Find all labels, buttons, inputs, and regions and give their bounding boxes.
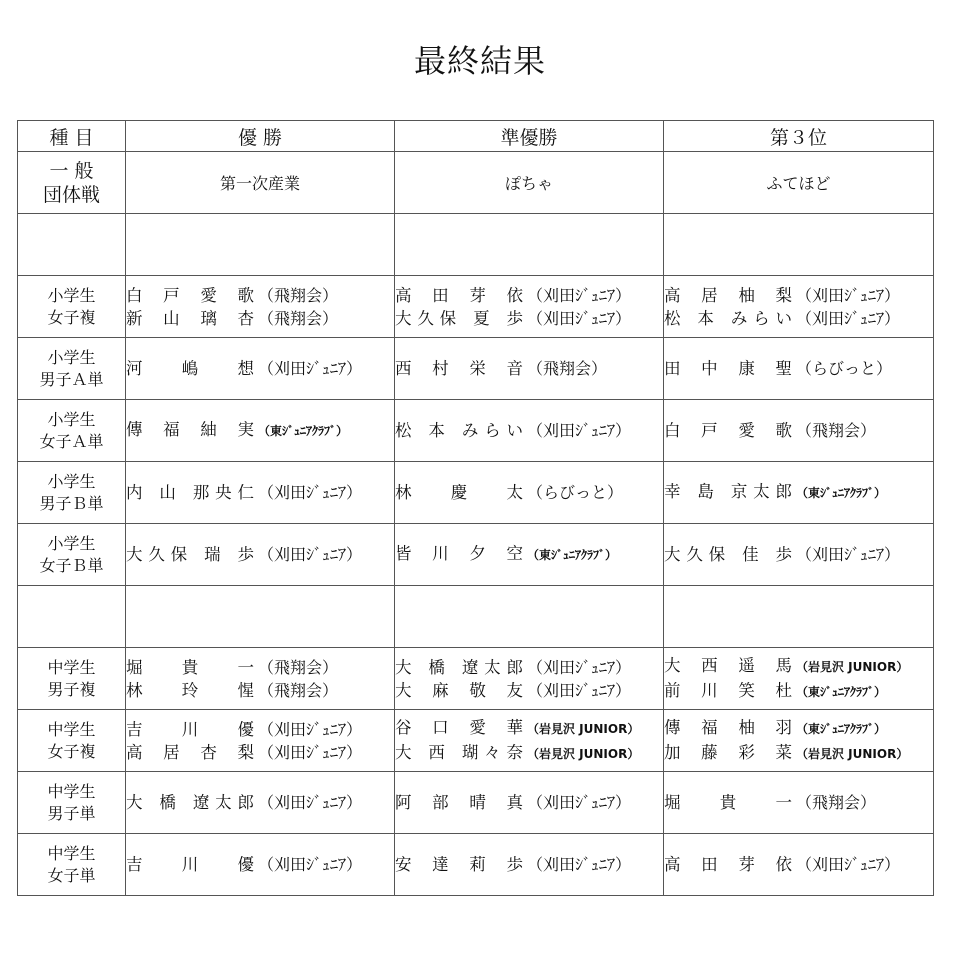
player-name: 松 本 みらい	[664, 308, 792, 328]
entry	[126, 718, 394, 741]
blank-cell	[126, 586, 395, 648]
blank-cell	[18, 214, 126, 276]
player-name: 傳 福 柚 羽	[664, 717, 792, 737]
result-row	[18, 772, 934, 834]
club-name: （刈田ｼﾞｭﾆｱ）	[527, 421, 632, 440]
club-name: （飛翔会）	[258, 308, 339, 328]
player-name: 大 西 遥 馬	[664, 655, 792, 675]
entry	[664, 741, 933, 766]
entry	[126, 481, 394, 504]
event-line: 女子複	[47, 741, 96, 761]
winner-cell	[126, 462, 395, 524]
player-name: 白 戸 愛 歌	[126, 285, 254, 305]
event-line: 小学生	[47, 285, 96, 305]
third-cell	[664, 276, 934, 338]
entry	[395, 357, 663, 380]
club-name: （刈田ｼﾞｭﾆｱ）	[796, 545, 901, 564]
event-label	[18, 400, 126, 462]
winner-cell	[126, 834, 395, 896]
player-name: 傳 福 紬 実	[126, 420, 254, 439]
entry	[395, 656, 663, 679]
event-label	[18, 462, 126, 524]
header-row	[18, 121, 934, 152]
entry	[126, 357, 394, 380]
player-name: 林 玲 惺	[126, 680, 254, 700]
entry	[126, 679, 394, 702]
header-third: 第３位	[664, 121, 934, 152]
club-name: （飛翔会）	[796, 421, 877, 440]
entry	[126, 853, 394, 876]
event-line: 女子Ａ単	[39, 431, 104, 451]
player-name: 大久保 瑞 歩	[126, 545, 254, 564]
player-name: 幸 島 京太郎	[664, 482, 792, 501]
player-name: 堀 貴 一	[126, 657, 254, 677]
club-name: （刈田ｼﾞｭﾆｱ）	[527, 657, 632, 677]
runner-up-cell	[395, 772, 664, 834]
entry	[395, 791, 663, 814]
runner-up-cell	[395, 338, 664, 400]
club-name: （飛翔会）	[796, 793, 877, 812]
entry	[664, 679, 933, 704]
club-name: （刈田ｼﾞｭﾆｱ）	[796, 308, 901, 328]
entry	[664, 654, 933, 679]
entry	[664, 480, 933, 505]
club-name: （刈田ｼﾞｭﾆｱ）	[527, 680, 632, 700]
entry	[664, 543, 933, 566]
player-name: 大久保 佳 歩	[664, 545, 792, 564]
blank-cell	[126, 214, 395, 276]
team-runner-up: ぽちゃ	[395, 152, 664, 214]
results-table	[17, 120, 934, 896]
club-name: （岩見沢 JUNIOR）	[527, 746, 640, 761]
club-name: （刈田ｼﾞｭﾆｱ）	[796, 285, 901, 305]
club-name: （刈田ｼﾞｭﾆｱ）	[796, 855, 901, 874]
header-event: 種 目	[18, 121, 126, 152]
club-name: （らびっと）	[527, 483, 624, 502]
player-name: 高 田 芽 依	[664, 855, 792, 874]
club-name: （東ｼﾞｭﾆｱｸﾗﾌﾞ）	[796, 684, 887, 699]
club-name: （刈田ｼﾞｭﾆｱ）	[527, 793, 632, 812]
player-name: 高 居 柚 梨	[664, 285, 792, 305]
entry	[126, 791, 394, 814]
result-row	[18, 710, 934, 772]
blank-cell	[395, 586, 664, 648]
club-name: （飛翔会）	[527, 359, 608, 378]
event-label	[18, 648, 126, 710]
result-row	[18, 524, 934, 586]
runner-up-cell	[395, 462, 664, 524]
page-title: 最終結果	[413, 42, 546, 80]
event-line: 中学生	[47, 657, 96, 677]
player-name: 高 田 芽 依	[395, 285, 523, 305]
event-label	[18, 772, 126, 834]
player-name: 内 山 那央仁	[126, 483, 254, 502]
entry	[664, 791, 933, 814]
winner-cell	[126, 772, 395, 834]
player-name: 堀 貴 一	[664, 793, 792, 812]
event-line: 中学生	[47, 719, 96, 739]
header-runner-up: 準優勝	[395, 121, 664, 152]
club-name: （らびっと）	[796, 359, 893, 378]
event-line: 団体戦	[42, 183, 100, 206]
winner-cell	[126, 648, 395, 710]
event-line: 中学生	[47, 781, 96, 801]
player-name: 大 橋 遼太郎	[395, 657, 523, 677]
blank-cell	[664, 214, 934, 276]
result-row	[18, 834, 934, 896]
club-name: （刈田ｼﾞｭﾆｱ）	[258, 545, 363, 564]
player-name: 吉 川 優	[126, 719, 254, 739]
club-name: （刈田ｼﾞｭﾆｱ）	[258, 855, 363, 874]
third-cell	[664, 834, 934, 896]
player-name: 皆 川 夕 空	[395, 544, 523, 563]
event-line: 男子Ｂ単	[39, 493, 104, 513]
event-label	[18, 276, 126, 338]
entry	[126, 741, 394, 764]
player-name: 安 達 莉 歩	[395, 855, 523, 874]
result-row	[18, 338, 934, 400]
entry	[395, 716, 663, 741]
event-line: 中学生	[47, 843, 96, 863]
blank-cell	[664, 586, 934, 648]
event-line: 女子単	[47, 865, 96, 885]
entry	[395, 419, 663, 442]
runner-up-cell	[395, 710, 664, 772]
event-label	[18, 524, 126, 586]
club-name: （東ｼﾞｭﾆｱｸﾗﾌﾞ）	[258, 424, 349, 438]
event-label	[18, 710, 126, 772]
player-name: 大 西 瑚々奈	[395, 742, 523, 762]
club-name: （飛翔会）	[258, 657, 339, 677]
event-line: 男子Ａ単	[39, 369, 104, 389]
club-name: （刈田ｼﾞｭﾆｱ）	[258, 483, 363, 502]
entry	[395, 284, 663, 307]
club-name: （刈田ｼﾞｭﾆｱ）	[258, 793, 363, 812]
blank-row	[18, 586, 934, 648]
entry	[126, 543, 394, 566]
player-name: 大 橋 遼太郎	[126, 793, 254, 812]
entry	[126, 418, 394, 443]
runner-up-cell	[395, 648, 664, 710]
player-name: 田 中 康 聖	[664, 359, 792, 378]
blank-cell	[18, 586, 126, 648]
event-line: 女子Ｂ単	[39, 555, 104, 575]
third-cell	[664, 400, 934, 462]
team-third: ふてほど	[664, 152, 934, 214]
winner-cell	[126, 338, 395, 400]
third-cell	[664, 338, 934, 400]
entry	[395, 679, 663, 702]
event-line: 小学生	[47, 471, 96, 491]
club-name: （飛翔会）	[258, 285, 339, 305]
entry	[395, 853, 663, 876]
winner-cell	[126, 524, 395, 586]
club-name: （刈田ｼﾞｭﾆｱ）	[527, 308, 632, 328]
player-name: 林 慶 太	[395, 483, 523, 502]
event-line: 小学生	[47, 409, 96, 429]
team-row	[18, 152, 934, 214]
player-name: 高 居 杏 梨	[126, 742, 254, 762]
runner-up-cell	[395, 400, 664, 462]
club-name: （東ｼﾞｭﾆｱｸﾗﾌﾞ）	[796, 721, 887, 736]
club-name: （東ｼﾞｭﾆｱｸﾗﾌﾞ）	[796, 486, 887, 500]
player-name: 河 嶋 想	[126, 359, 254, 378]
club-name: （東ｼﾞｭﾆｱｸﾗﾌﾞ）	[527, 548, 618, 562]
player-name: 加 藤 彩 菜	[664, 742, 792, 762]
player-name: 吉 川 優	[126, 855, 254, 874]
entry	[664, 357, 933, 380]
player-name: 前 川 笑 杜	[664, 680, 792, 700]
club-name: （飛翔会）	[258, 680, 339, 700]
header-winner: 優 勝	[126, 121, 395, 152]
entry	[664, 419, 933, 442]
winner-cell	[126, 710, 395, 772]
club-name: （刈田ｼﾞｭﾆｱ）	[258, 359, 363, 378]
player-name: 阿 部 晴 真	[395, 793, 523, 812]
result-row	[18, 276, 934, 338]
team-winner: 第一次産業	[126, 152, 395, 214]
club-name: （岩見沢 JUNIOR）	[796, 659, 909, 674]
entry	[126, 656, 394, 679]
club-name: （刈田ｼﾞｭﾆｱ）	[527, 285, 632, 305]
winner-cell	[126, 276, 395, 338]
third-cell	[664, 710, 934, 772]
club-name: （刈田ｼﾞｭﾆｱ）	[258, 742, 363, 762]
entry	[395, 542, 663, 567]
player-name: 西 村 栄 音	[395, 359, 523, 378]
player-name: 谷 口 愛 華	[395, 717, 523, 737]
entry	[395, 481, 663, 504]
entry	[664, 853, 933, 876]
player-name: 松 本 みらい	[395, 421, 523, 440]
entry	[395, 307, 663, 330]
club-name: （刈田ｼﾞｭﾆｱ）	[258, 719, 363, 739]
club-name: （岩見沢 JUNIOR）	[527, 721, 640, 736]
player-name: 白 戸 愛 歌	[664, 421, 792, 440]
player-name: 大 麻 敬 友	[395, 680, 523, 700]
third-cell	[664, 648, 934, 710]
blank-row	[18, 214, 934, 276]
event-line: 女子複	[47, 307, 96, 327]
event-line: 小学生	[47, 347, 96, 367]
event-label	[18, 152, 126, 214]
club-name: （刈田ｼﾞｭﾆｱ）	[527, 855, 632, 874]
entry	[664, 716, 933, 741]
event-line: 男子単	[47, 803, 96, 823]
event-line: 一 般	[49, 159, 94, 182]
runner-up-cell	[395, 834, 664, 896]
event-line: 男子複	[47, 679, 96, 699]
third-cell	[664, 524, 934, 586]
runner-up-cell	[395, 276, 664, 338]
entry	[126, 284, 394, 307]
entry	[395, 741, 663, 766]
entry	[664, 284, 933, 307]
event-label	[18, 834, 126, 896]
player-name: 新 山 璃 杏	[126, 308, 254, 328]
entry	[126, 307, 394, 330]
entry	[664, 307, 933, 330]
blank-cell	[395, 214, 664, 276]
result-row	[18, 400, 934, 462]
runner-up-cell	[395, 524, 664, 586]
winner-cell	[126, 400, 395, 462]
third-cell	[664, 462, 934, 524]
result-row	[18, 462, 934, 524]
third-cell	[664, 772, 934, 834]
club-name: （岩見沢 JUNIOR）	[796, 746, 909, 761]
player-name: 大久保 夏 歩	[395, 308, 523, 328]
event-line: 小学生	[47, 533, 96, 553]
result-row	[18, 648, 934, 710]
event-label	[18, 338, 126, 400]
